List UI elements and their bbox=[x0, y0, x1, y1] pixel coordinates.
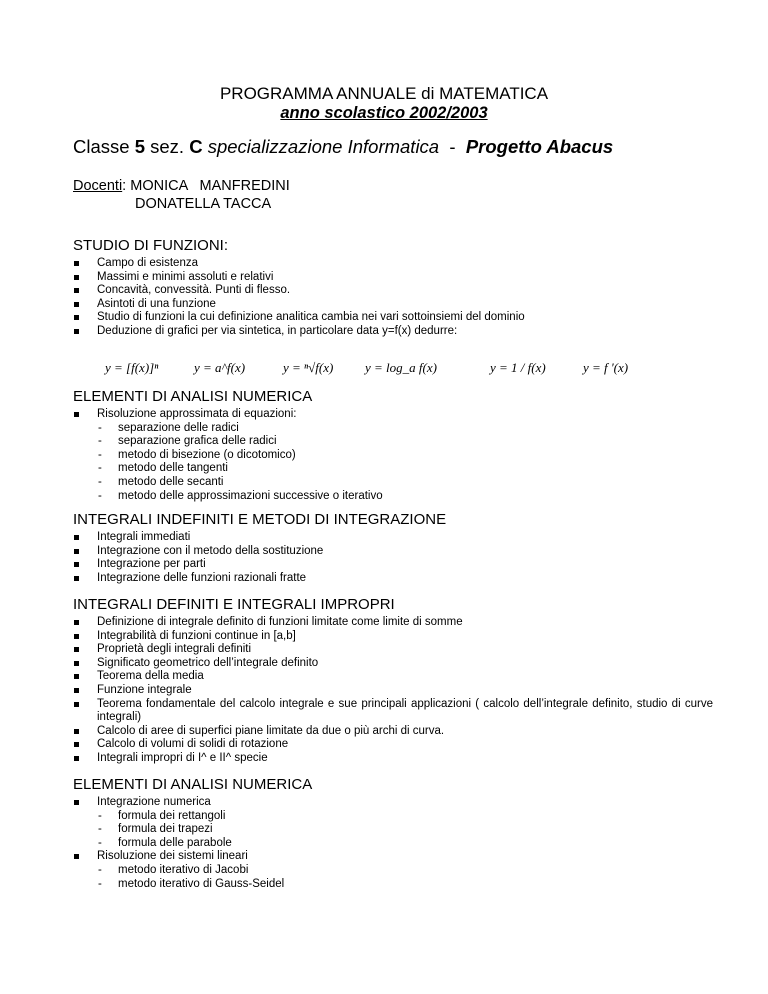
list-item bbox=[73, 531, 713, 545]
class-specialization: specializzazione Informatica bbox=[202, 136, 440, 157]
bullet-list bbox=[73, 796, 713, 891]
formula-exponential: y = a^f(x) bbox=[194, 360, 246, 375]
square-bullet-icon bbox=[74, 261, 79, 266]
teacher-2: DONATELLA TACCA bbox=[135, 196, 272, 212]
list-item-text: metodo iterativo di Jacobi bbox=[118, 863, 249, 876]
section-integrali-indefiniti bbox=[73, 511, 713, 585]
list-item-text: Integrazione delle funzioni razionali fratte bbox=[97, 571, 307, 584]
dash-bullet-icon: - bbox=[98, 836, 102, 849]
list-item-text: formula delle parabole bbox=[118, 836, 232, 849]
list-item-text: metodo delle approssimazioni successive o iterativo bbox=[118, 489, 383, 502]
list-item bbox=[97, 810, 713, 824]
dash-bullet-icon: - bbox=[98, 809, 102, 822]
list-item bbox=[73, 572, 713, 586]
list-item bbox=[73, 558, 713, 572]
teachers-label: Docenti bbox=[73, 178, 123, 194]
list-item-text: Proprietà degli integrali definiti bbox=[97, 643, 252, 656]
list-item bbox=[97, 462, 713, 476]
square-bullet-icon bbox=[74, 576, 79, 581]
bullet-list bbox=[73, 616, 713, 766]
list-item-text: separazione delle radici bbox=[118, 421, 239, 434]
list-item bbox=[73, 311, 713, 325]
list-item bbox=[73, 684, 713, 698]
list-item-text: Integrali impropri di I^ e II^ specie bbox=[97, 751, 268, 764]
list-item-text: Teorema fondamentale del calcolo integrale e sue principali applicazioni ( calcolo dell’integrale definito, studio di curve integrali) bbox=[97, 697, 713, 724]
dash-bullet-icon: - bbox=[98, 448, 102, 461]
bullet-list bbox=[73, 257, 713, 339]
square-bullet-icon bbox=[74, 549, 79, 554]
dash-list bbox=[97, 864, 713, 891]
list-item bbox=[73, 698, 713, 725]
bullet-list bbox=[73, 408, 713, 503]
class-prefix: Classe bbox=[73, 136, 135, 157]
square-bullet-icon bbox=[74, 854, 79, 859]
list-item bbox=[97, 435, 713, 449]
square-bullet-icon bbox=[74, 302, 79, 307]
list-item-text: Integrali immediati bbox=[97, 531, 191, 543]
square-bullet-icon bbox=[74, 756, 79, 761]
dash-bullet-icon: - bbox=[98, 863, 102, 876]
teachers-colon: : bbox=[122, 178, 131, 194]
list-item bbox=[73, 752, 713, 766]
square-bullet-icon bbox=[74, 620, 79, 625]
square-bullet-icon bbox=[74, 275, 79, 280]
list-item bbox=[97, 476, 713, 490]
list-item-text: metodo delle secanti bbox=[118, 475, 224, 488]
document-title: PROGRAMMA ANNUALE di MATEMATICA bbox=[219, 84, 549, 103]
list-item-text: Studio di funzioni la cui definizione analitica cambia nei vari sottoinsiemi del dominio bbox=[97, 311, 525, 324]
list-item bbox=[97, 878, 713, 892]
list-item-text: metodo delle tangenti bbox=[118, 462, 228, 475]
list-item bbox=[73, 850, 713, 891]
square-bullet-icon bbox=[74, 729, 79, 734]
list-item-text: Calcolo di volumi di solidi di rotazione bbox=[97, 738, 289, 751]
list-item-text: formula dei trapezi bbox=[118, 823, 213, 836]
square-bullet-icon bbox=[74, 800, 79, 805]
list-item bbox=[97, 864, 713, 878]
square-bullet-icon bbox=[74, 288, 79, 293]
list-item-text: Deduzione di grafici per via sintetica, in particolare data y=f(x) dedurre: bbox=[97, 324, 458, 337]
square-bullet-icon bbox=[74, 661, 79, 666]
formula-row bbox=[105, 352, 705, 386]
square-bullet-icon bbox=[74, 329, 79, 334]
dash-list bbox=[97, 422, 713, 504]
section-title: INTEGRALI INDEFINITI E METODI DI INTEGRAZIONE bbox=[73, 511, 447, 528]
formula-root: y = ⁿ√f(x) bbox=[283, 360, 334, 375]
square-bullet-icon bbox=[74, 315, 79, 320]
list-item-text: metodo iterativo di Gauss-Seidel bbox=[118, 877, 285, 890]
formula-logarithm: y = log_a f(x) bbox=[365, 360, 437, 375]
list-item-text: Massimi e minimi assoluti e relativi bbox=[97, 270, 274, 283]
list-item bbox=[73, 725, 713, 739]
bullet-list bbox=[73, 531, 713, 585]
list-item bbox=[73, 257, 713, 271]
list-item bbox=[73, 545, 713, 559]
list-item-text: Asintoti di una funzione bbox=[97, 297, 216, 310]
list-item-text: Integrazione numerica bbox=[97, 796, 211, 808]
list-item bbox=[73, 643, 713, 657]
class-letter: C bbox=[189, 136, 203, 157]
section-integrali-definiti bbox=[73, 596, 713, 766]
dash-bullet-icon: - bbox=[98, 489, 102, 502]
dash-list bbox=[97, 810, 713, 851]
section-title: ELEMENTI DI ANALISI NUMERICA bbox=[73, 388, 313, 405]
list-item-text: Risoluzione approssimata di equazioni: bbox=[97, 408, 297, 420]
list-item-text: separazione grafica delle radici bbox=[118, 435, 277, 448]
list-item-text: Significato geometrico dell’integrale definito bbox=[97, 656, 319, 669]
list-item-text: metodo di bisezione (o dicotomico) bbox=[118, 448, 296, 461]
class-line bbox=[73, 136, 613, 158]
list-item-text: Integrazione per parti bbox=[97, 558, 206, 571]
list-item bbox=[97, 422, 713, 436]
list-item-text: Teorema della media bbox=[97, 670, 204, 683]
class-number: 5 bbox=[134, 136, 145, 157]
dash-bullet-icon: - bbox=[98, 435, 102, 448]
square-bullet-icon bbox=[74, 535, 79, 540]
list-item bbox=[73, 657, 713, 671]
dash-bullet-icon: - bbox=[98, 475, 102, 488]
list-item-text: formula dei rettangoli bbox=[118, 809, 226, 822]
list-item bbox=[97, 823, 713, 837]
formula-power: y = [f(x)]ⁿ bbox=[105, 360, 159, 375]
list-item-text: Definizione di integrale definito di funzioni limitate come limite di somme bbox=[97, 616, 463, 628]
square-bullet-icon bbox=[74, 634, 79, 639]
list-item-text: Integrabilità di funzioni continue in [a,b] bbox=[97, 629, 296, 642]
list-item bbox=[73, 738, 713, 752]
list-item bbox=[97, 490, 713, 504]
dash-bullet-icon: - bbox=[98, 823, 102, 836]
section-analisi-numerica-1 bbox=[73, 388, 713, 503]
list-item-text: Calcolo di aree di superfici piane limitate da due o più archi di curva. bbox=[97, 724, 445, 737]
list-item bbox=[73, 408, 713, 503]
section-analisi-numerica-2 bbox=[73, 776, 713, 891]
list-item bbox=[73, 670, 713, 684]
formula-derivative: y = f '(x) bbox=[583, 360, 629, 375]
section-studio-funzioni bbox=[73, 237, 713, 339]
square-bullet-icon bbox=[74, 688, 79, 693]
square-bullet-icon bbox=[74, 742, 79, 747]
list-item-text: Integrazione con il metodo della sostituzione bbox=[97, 544, 324, 557]
list-item-text: Funzione integrale bbox=[97, 683, 192, 696]
class-project: Progetto Abacus bbox=[465, 136, 614, 157]
list-item bbox=[73, 271, 713, 285]
list-item-text: Risoluzione dei sistemi lineari bbox=[97, 850, 248, 863]
teacher-1: MONICA MANFREDINI bbox=[130, 178, 290, 194]
list-item bbox=[73, 796, 713, 850]
dash-bullet-icon: - bbox=[98, 421, 102, 434]
list-item bbox=[73, 630, 713, 644]
square-bullet-icon bbox=[74, 674, 79, 679]
dash-bullet-icon: - bbox=[98, 877, 102, 890]
dash-bullet-icon: - bbox=[98, 462, 102, 475]
list-item bbox=[73, 298, 713, 312]
list-item-text: Campo di esistenza bbox=[97, 257, 198, 269]
teachers-block bbox=[73, 177, 290, 213]
square-bullet-icon bbox=[74, 562, 79, 567]
list-item-text: Concavità, convessità. Punti di flesso. bbox=[97, 284, 291, 297]
square-bullet-icon bbox=[74, 647, 79, 652]
square-bullet-icon bbox=[74, 702, 79, 707]
list-item bbox=[73, 284, 713, 298]
section-title: INTEGRALI DEFINITI E INTEGRALI IMPROPRI bbox=[73, 596, 395, 613]
school-year: anno scolastico 2002/2003 bbox=[280, 104, 488, 122]
list-item bbox=[73, 325, 713, 339]
class-dash: - bbox=[439, 136, 466, 157]
formula-reciprocal: y = 1 / f(x) bbox=[490, 360, 546, 375]
class-sez: sez. bbox=[145, 136, 190, 157]
list-item bbox=[73, 616, 713, 630]
list-item bbox=[97, 449, 713, 463]
section-title: ELEMENTI DI ANALISI NUMERICA bbox=[73, 776, 313, 793]
list-item bbox=[97, 837, 713, 851]
section-title: STUDIO DI FUNZIONI: bbox=[73, 237, 228, 254]
square-bullet-icon bbox=[74, 412, 79, 417]
